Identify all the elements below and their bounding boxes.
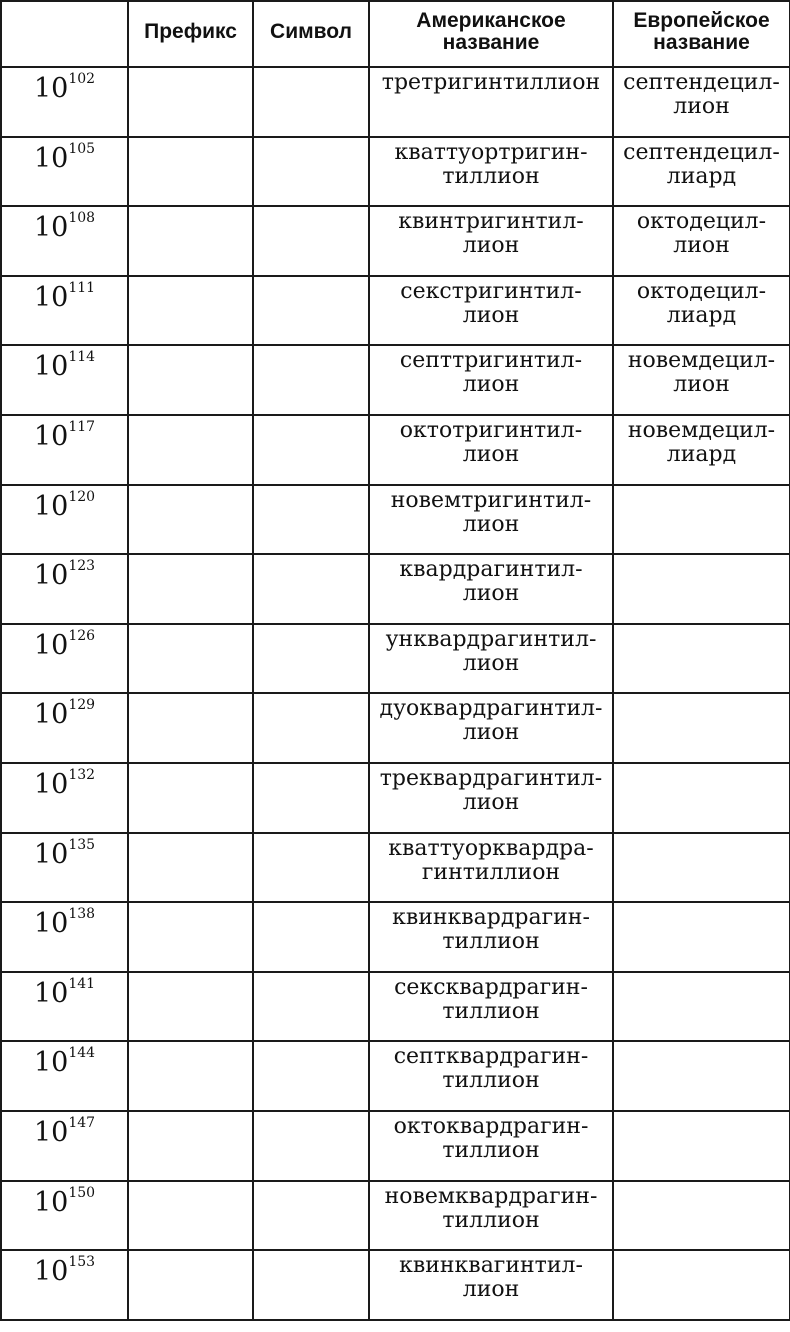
american-name-line1: сексквардрагин-: [394, 974, 588, 1000]
american-name-line2: лион: [462, 302, 520, 328]
power-base: 10: [33, 1186, 69, 1218]
american-name-cell: [369, 276, 613, 346]
power-exponent: 153: [68, 1254, 96, 1271]
american-name-line1: септтригинтил-: [399, 348, 583, 374]
european-name-cell: [613, 693, 790, 763]
symbol-cell: [253, 485, 369, 555]
european-name-cell: [613, 972, 790, 1042]
american-name-cell: [369, 833, 613, 903]
european-name-line1: новемдецил-: [627, 417, 776, 443]
power-base: 10: [33, 420, 69, 452]
american-name-cell: [369, 972, 613, 1042]
american-name-cell: [369, 763, 613, 833]
symbol-cell: [253, 345, 369, 415]
european-name-cell: [613, 67, 790, 137]
prefix-cell: [128, 1041, 253, 1111]
table-row: [1, 137, 790, 207]
power-exponent: 111: [68, 279, 96, 296]
symbol-cell: [253, 693, 369, 763]
prefix-cell: [128, 693, 253, 763]
american-name-line2: тиллион: [442, 998, 540, 1024]
american-name-line1: треквардрагинтил-: [379, 765, 603, 791]
power-cell: [1, 972, 128, 1042]
table-row: [1, 67, 790, 137]
power-base: 10: [33, 212, 69, 244]
european-name-cell: [613, 902, 790, 972]
european-name-line1: октодецил-: [636, 209, 767, 235]
power-cell: [1, 902, 128, 972]
table-row: [1, 833, 790, 903]
american-name-cell: [369, 1250, 613, 1320]
american-name-line1: кваттуорквардра-: [388, 835, 594, 861]
american-name-line1: третригинтиллион: [381, 70, 601, 95]
symbol-cell: [253, 137, 369, 207]
power-exponent: 120: [68, 488, 96, 505]
power-base: 10: [33, 699, 69, 731]
power-exponent: 144: [68, 1045, 96, 1062]
american-name-cell: [369, 1181, 613, 1251]
american-name-line2: лион: [462, 511, 520, 537]
american-name-line2: тиллион: [442, 929, 540, 955]
table-row: [1, 554, 790, 624]
prefix-cell: [128, 833, 253, 903]
symbol-cell: [253, 1250, 369, 1320]
european-name-line1: новемдецил-: [627, 348, 776, 374]
symbol-cell: [253, 1041, 369, 1111]
power-base: 10: [33, 1116, 69, 1148]
symbol-cell: [253, 276, 369, 346]
american-name-line1: секстригинтил-: [400, 278, 582, 304]
table-row: [1, 1111, 790, 1181]
symbol-cell: [253, 902, 369, 972]
table-row: [1, 624, 790, 694]
power-base: 10: [33, 629, 69, 661]
american-name-line2: тиллион: [442, 163, 540, 189]
power-exponent: 114: [68, 349, 96, 366]
american-name-line1: квинквагинтил-: [399, 1253, 583, 1279]
power-base: 10: [33, 73, 69, 104]
power-exponent: 141: [68, 975, 96, 992]
table-row: [1, 206, 790, 276]
american-name-cell: [369, 1111, 613, 1181]
prefix-cell: [128, 67, 253, 137]
european-name-cell: [613, 833, 790, 903]
prefix-cell: [128, 415, 253, 485]
power-cell: [1, 415, 128, 485]
power-base: 10: [33, 560, 69, 592]
power-exponent: 105: [68, 140, 96, 157]
table-row: [1, 345, 790, 415]
american-name-line1: новемтригинтил-: [390, 487, 592, 513]
power-cell: [1, 763, 128, 833]
american-name-cell: [369, 206, 613, 276]
european-name-cell: [613, 276, 790, 346]
symbol-cell: [253, 624, 369, 694]
european-name-cell: [613, 1250, 790, 1320]
symbol-cell: [253, 972, 369, 1042]
power-base: 10: [33, 142, 69, 174]
power-cell: [1, 137, 128, 207]
european-name-cell: [613, 345, 790, 415]
european-name-line1: септендецил-: [623, 70, 780, 95]
symbol-cell: [253, 833, 369, 903]
european-name-cell: [613, 624, 790, 694]
american-name-line1: квинтригинтил-: [398, 209, 584, 235]
prefix-cell: [128, 624, 253, 694]
table-row: [1, 415, 790, 485]
european-name-line2: лиард: [666, 302, 737, 328]
power-cell: [1, 833, 128, 903]
header-european-line1: Европейское: [633, 9, 770, 32]
power-exponent: 102: [68, 71, 96, 87]
power-exponent: 150: [68, 1184, 96, 1201]
prefix-cell: [128, 554, 253, 624]
power-base: 10: [33, 351, 69, 383]
european-name-line2: лион: [673, 233, 730, 259]
american-name-line1: дуоквардрагинтил-: [379, 696, 603, 722]
american-name-line2: лион: [462, 372, 520, 398]
table-row: [1, 276, 790, 346]
prefix-cell: [128, 1250, 253, 1320]
prefix-cell: [128, 763, 253, 833]
symbol-cell: [253, 554, 369, 624]
american-name-line2: гинтиллион: [421, 859, 561, 885]
prefix-cell: [128, 345, 253, 415]
table-row: [1, 763, 790, 833]
header-american-line2: название: [442, 31, 540, 54]
table-row: [1, 972, 790, 1042]
table-row: [1, 1250, 790, 1320]
american-name-line1: унквардрагинтил-: [385, 626, 597, 652]
european-name-cell: [613, 1041, 790, 1111]
power-cell: [1, 67, 128, 137]
american-name-line2: лион: [462, 650, 520, 676]
american-name-line1: квардрагинтил-: [399, 557, 583, 583]
power-cell: [1, 554, 128, 624]
symbol-cell: [253, 763, 369, 833]
symbol-cell: [253, 415, 369, 485]
european-name-cell: [613, 485, 790, 555]
power-base: 10: [33, 977, 69, 1009]
american-name-cell: [369, 902, 613, 972]
european-name-cell: [613, 206, 790, 276]
american-name-line2: тиллион: [442, 1068, 540, 1094]
power-exponent: 123: [68, 558, 96, 575]
american-name-line2: лион: [462, 581, 520, 607]
table-row: [1, 693, 790, 763]
power-exponent: 138: [68, 906, 96, 923]
european-name-line2: лион: [673, 94, 730, 119]
power-base: 10: [33, 838, 69, 870]
power-exponent: 135: [68, 836, 96, 853]
power-base: 10: [33, 281, 69, 313]
american-name-cell: [369, 693, 613, 763]
european-name-line2: лион: [673, 372, 730, 398]
american-name-line1: кваттуортригин-: [394, 139, 588, 165]
american-name-cell: [369, 554, 613, 624]
header-row: [1, 1, 790, 67]
prefix-cell: [128, 276, 253, 346]
power-cell: [1, 693, 128, 763]
symbol-cell: [253, 1181, 369, 1251]
header-symbol: Символ: [253, 1, 369, 67]
header-power: [1, 1, 128, 67]
european-name-line1: октодецил-: [636, 278, 767, 304]
table-row: [1, 1181, 790, 1251]
american-name-cell: [369, 485, 613, 555]
prefix-cell: [128, 1111, 253, 1181]
power-exponent: 132: [68, 766, 96, 783]
power-base: 10: [33, 908, 69, 940]
power-cell: [1, 485, 128, 555]
symbol-cell: [253, 1111, 369, 1181]
power-exponent: 147: [68, 1114, 96, 1131]
american-name-cell: [369, 415, 613, 485]
power-cell: [1, 345, 128, 415]
prefix-cell: [128, 137, 253, 207]
prefix-cell: [128, 972, 253, 1042]
power-base: 10: [33, 1256, 69, 1288]
power-cell: [1, 206, 128, 276]
european-name-line2: лиард: [666, 163, 737, 189]
american-name-line2: тиллион: [442, 1207, 540, 1233]
prefix-cell: [128, 902, 253, 972]
american-name-cell: [369, 137, 613, 207]
power-base: 10: [33, 1047, 69, 1079]
header-american-name: [369, 1, 613, 67]
prefix-cell: [128, 1181, 253, 1251]
power-cell: [1, 276, 128, 346]
symbol-cell: [253, 206, 369, 276]
american-name-cell: [369, 1041, 613, 1111]
european-name-cell: [613, 1111, 790, 1181]
symbol-cell: [253, 67, 369, 137]
american-name-line2: лион: [462, 441, 520, 467]
power-cell: [1, 1111, 128, 1181]
american-name-line1: октотригинтил-: [399, 417, 583, 443]
header-european-name: [613, 1, 790, 67]
european-name-line2: лиард: [666, 441, 737, 467]
european-name-cell: [613, 137, 790, 207]
power-exponent: 117: [68, 418, 96, 435]
american-name-line1: новемквардрагин-: [384, 1183, 598, 1209]
power-exponent: 108: [68, 210, 96, 227]
table-row: [1, 485, 790, 555]
american-name-line2: лион: [462, 789, 520, 815]
power-cell: [1, 1181, 128, 1251]
table-row: [1, 1041, 790, 1111]
american-name-cell: [369, 67, 613, 137]
header-european-line2: название: [653, 31, 750, 54]
american-name-line2: лион: [462, 1277, 520, 1303]
european-name-cell: [613, 415, 790, 485]
prefix-cell: [128, 206, 253, 276]
power-exponent: 126: [68, 627, 96, 644]
european-name-line1: септендецил-: [623, 139, 780, 165]
american-name-cell: [369, 345, 613, 415]
european-name-cell: [613, 554, 790, 624]
prefix-cell: [128, 485, 253, 555]
european-name-cell: [613, 763, 790, 833]
power-base: 10: [33, 768, 69, 800]
header-american-line1: Американское: [416, 9, 566, 32]
power-exponent: 129: [68, 697, 96, 714]
american-name-line2: лион: [462, 233, 520, 259]
american-name-line1: октоквардрагин-: [393, 1113, 589, 1139]
power-base: 10: [33, 490, 69, 522]
header-prefix: Префикс: [128, 1, 253, 67]
american-name-line1: квинквардрагин-: [392, 905, 590, 931]
table-row: [1, 902, 790, 972]
american-name-line2: тиллион: [442, 1137, 540, 1163]
power-cell: [1, 1041, 128, 1111]
american-name-line2: лион: [462, 720, 520, 746]
american-name-cell: [369, 624, 613, 694]
european-name-cell: [613, 1181, 790, 1251]
power-cell: [1, 1250, 128, 1320]
american-name-line1: септквардрагин-: [393, 1044, 589, 1070]
power-cell: [1, 624, 128, 694]
